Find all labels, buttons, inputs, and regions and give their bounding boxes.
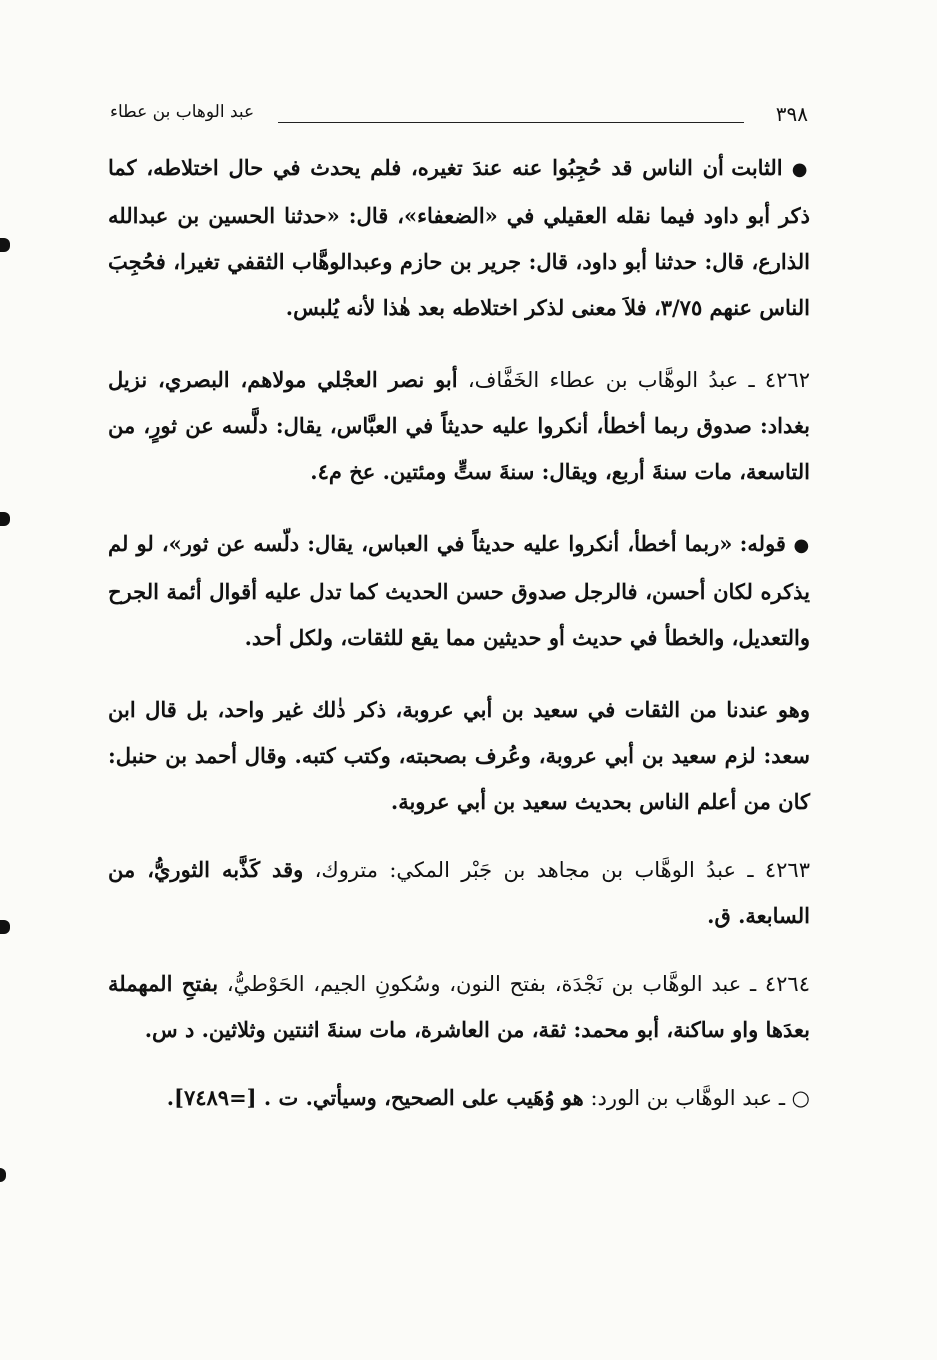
paragraph-4: [108, 687, 810, 825]
bullet-icon: ●: [793, 535, 810, 556]
margin-mark: [0, 512, 10, 526]
paragraph-text: وهو عندنا من الثقات في سعيد بن أبي عروبة، ذكر ذٰلك غير واحد، بل قال ابن سعد: لزم سعيد بن أبي عروبة، وعُرف بصحبته، وكتب كتبه. وقال أحمد بن حنبل: كان من أعلم الناس بحديث سعيد بن أبي عروبة.: [108, 697, 810, 814]
entry-text: هو وُهَيب على الصحيح، وسيأتي. ت . [=٧٤٨٩].: [166, 1085, 584, 1110]
entry-4264: [108, 961, 810, 1053]
paragraph-text: قوله: «ربما أخطأ، أنكروا عليه حديثاً في العباس، يقال: دلّسه عن ثور»، لو لم يذكره لكان أحسن، فالرجل صدوق حسن الحديث كما تدل عليه أقوال أئمة الجرح والتعديل، والخطأ في حديث أو حديثين مما يقع للثقات، ولكل أحد.: [108, 531, 810, 650]
running-title: عبد الوهاب بن عطاء: [110, 102, 255, 122]
page-number: ٣٩٨: [775, 102, 808, 126]
entry-4263: [108, 847, 810, 939]
entry-text: بفتحِ المهملة بعدَها واو ساكنة، أبو محمد: ثقة، من العاشرة، مات سنةَ اثنتين وثلاثين. د س.: [108, 971, 810, 1042]
margin-mark: [0, 238, 10, 252]
margin-mark: [0, 920, 10, 934]
header-rule: [278, 122, 744, 123]
entry-heading: ٤٢٦٣ ـ عبدُ الوهَّاب بن مجاهد بن جَبْر المكي: متروك،: [314, 858, 810, 882]
entry-heading: ٤٢٦٢ ـ عبدُ الوهَّاب بن عطاء الخَفَّاف،: [467, 368, 810, 392]
paragraph-text: الثابت أن الناس قد حُجِبُوا عنه عندَ تغيره، فلم يحدث في حال اختلاطه، كما ذكر أبو داود فيما نقله العقيلي في «الضعفاء»، قال: «حدثنا الحسين بن عبدالله الذارع، قال: حدثنا أبو داود، قال: جرير بن حازم وعبدالوهَّاب الثقفي تغيرا، فحُجِبَ الناس عنهم ٣/٧٥، فلاَ معنى لذكر اختلاطه بعد هٰذا لأنه يُلبس.: [108, 155, 810, 320]
bullet-icon: ●: [791, 159, 810, 180]
entry-4262: [108, 357, 810, 495]
entry-heading: ٤٢٦٤ ـ عبد الوهَّاب بن نَجْدَة، بفتح النون، وسُكونِ الجيم، الحَوْطيُّ،: [226, 972, 810, 996]
entry-wahhab-ibn-al-ward: [108, 1075, 810, 1121]
entry-text: أبو نصر العجْلي مولاهم، البصري، نزيل بغداد: صدوق ربما أخطأ، أنكروا عليه حديثاً في العبَّاس، يقال: دلَّسه عن ثورٍ، من التاسعة، مات سنةَ أربع، ويقال: سنةَ ستٍّ ومئتين. عخ م٤.: [108, 367, 810, 484]
paragraph-1: [108, 145, 810, 331]
entry-heading: ○ ـ عبد الوهَّاب بن الورد:: [590, 1086, 810, 1110]
entry-text: وقد كَذَّبه الثوريُّ، من السابعة. ق.: [108, 857, 810, 928]
page-header: [110, 100, 808, 130]
page-body: [108, 145, 810, 1147]
margin-mark: [0, 1168, 6, 1182]
paragraph-3: [108, 521, 810, 661]
